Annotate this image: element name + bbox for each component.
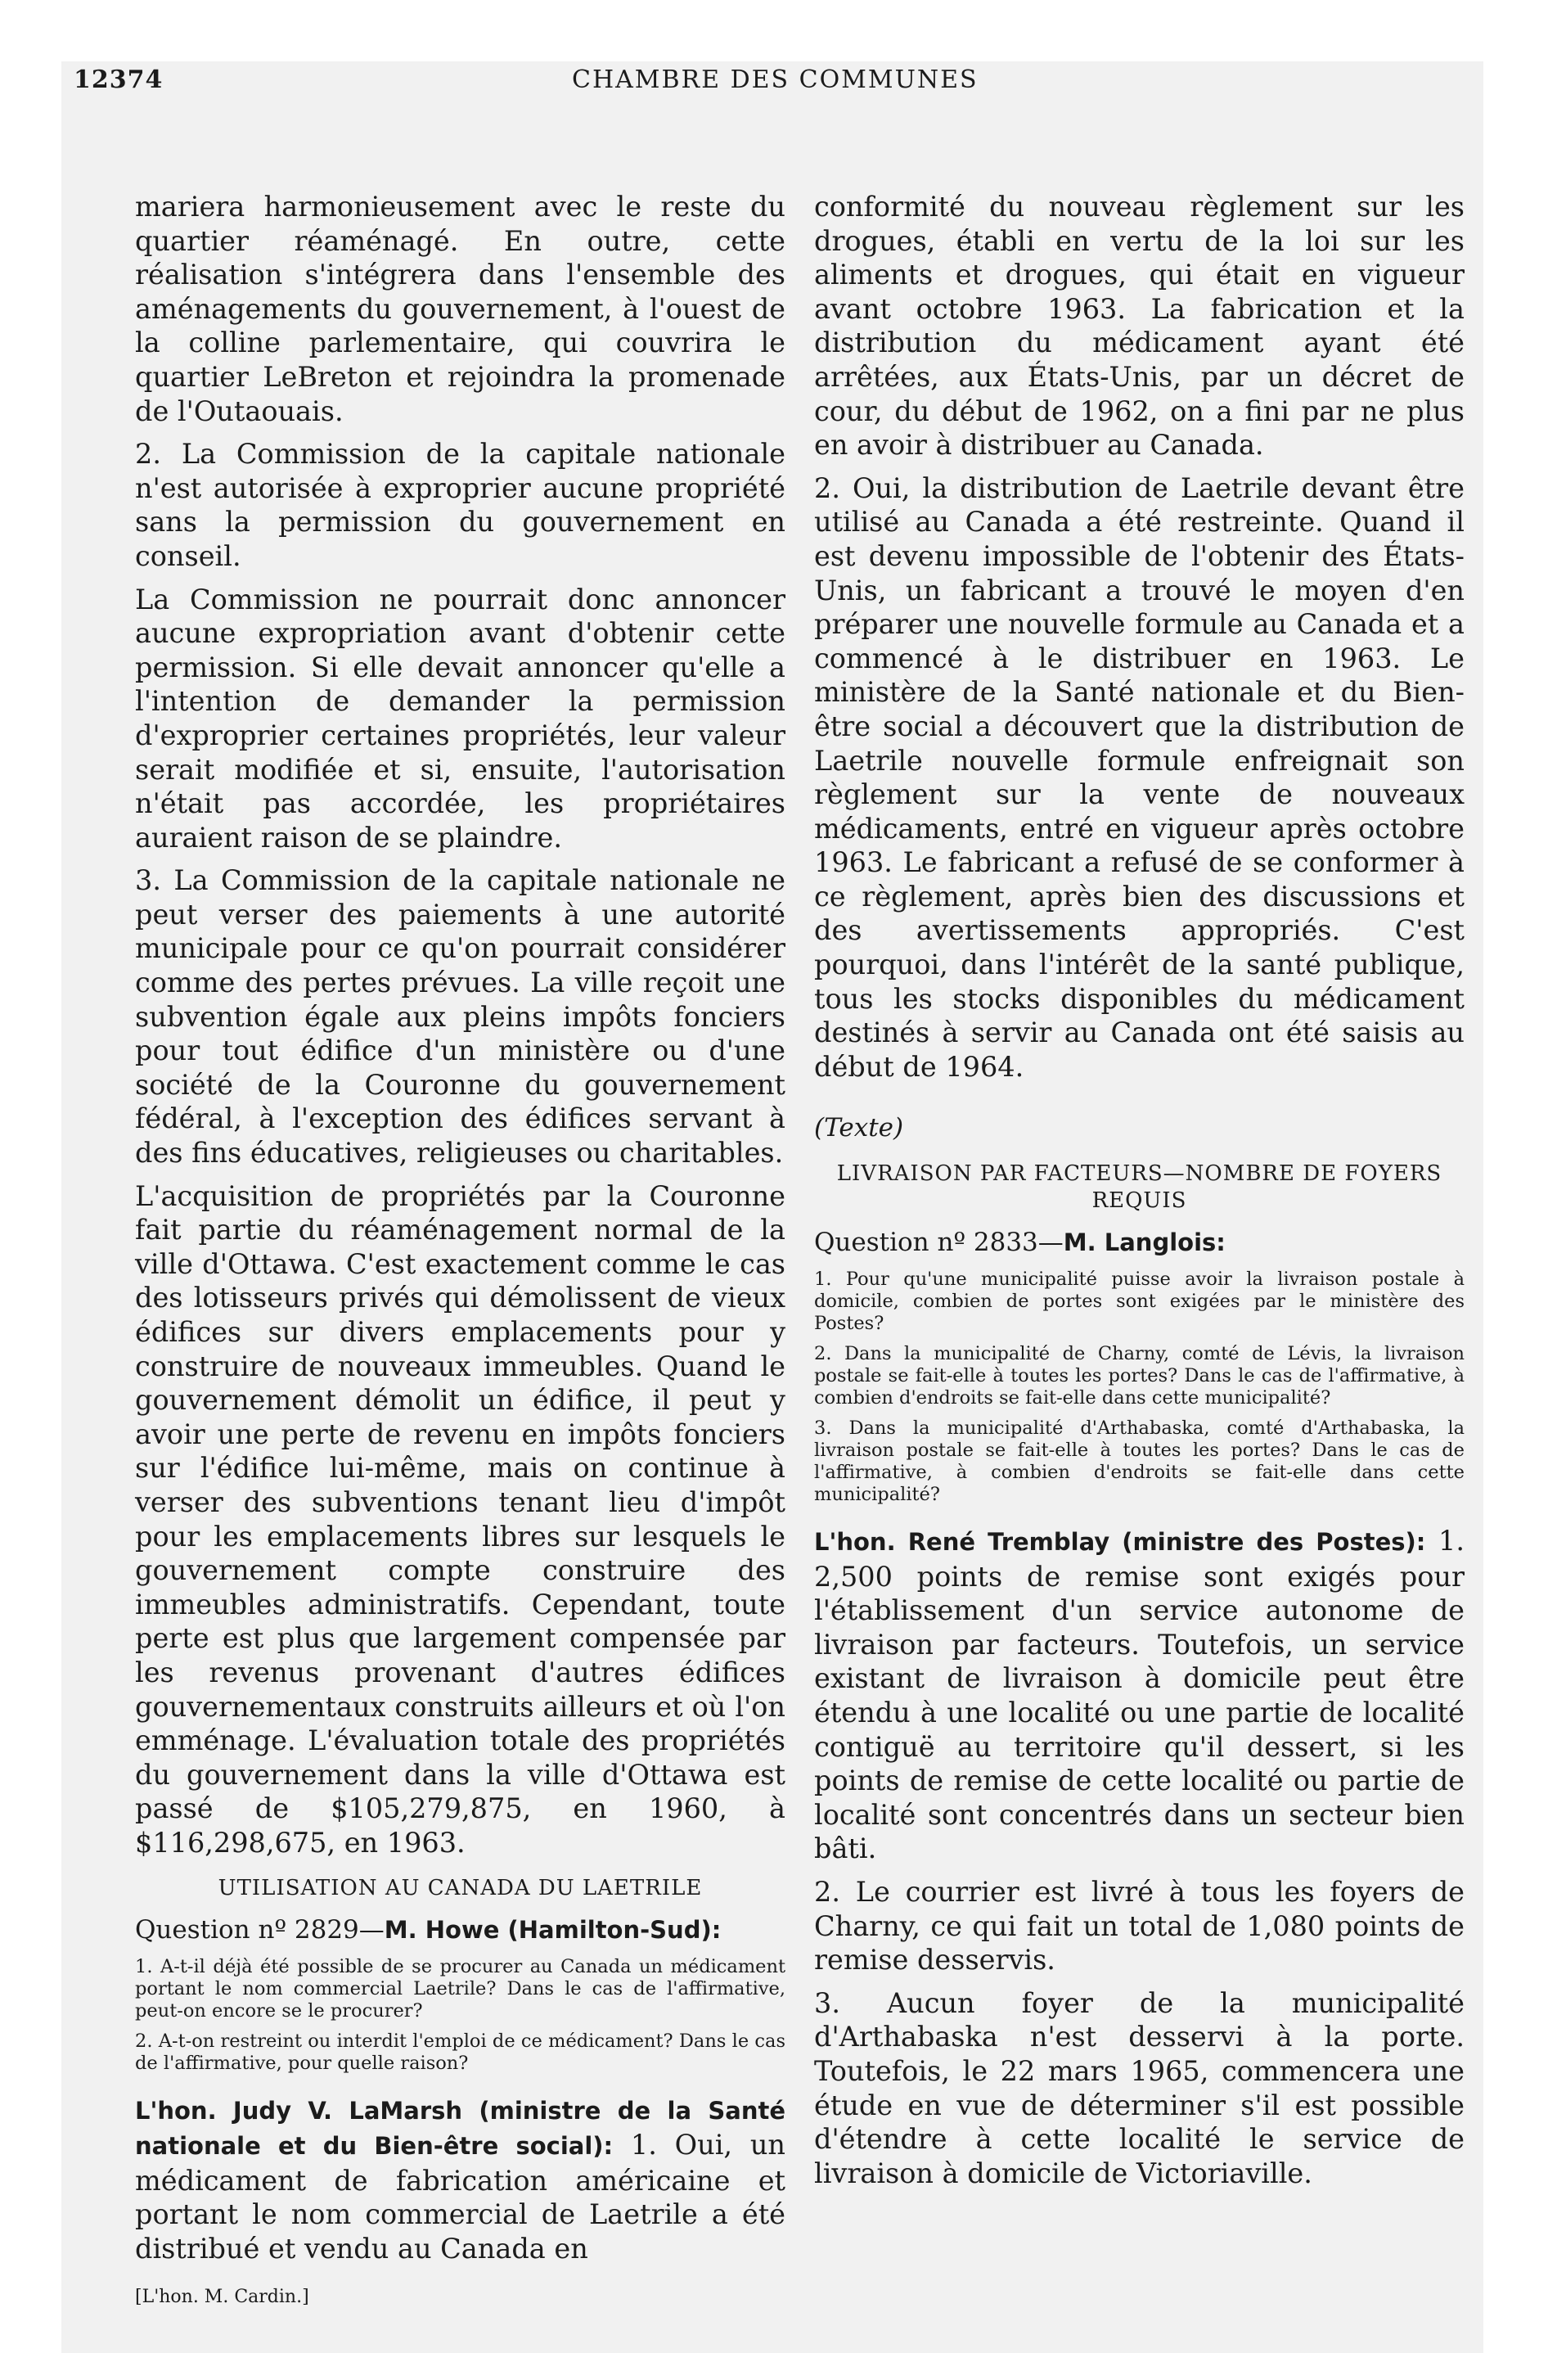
question-item: 2. Dans la municipalité de Charny, comté de Lévis, la livraison postale se fait-elle à toutes les portes? Dans le cas de l'affirmative, à combien d'endroits se fait-elle dans cette municipalité? [814,1343,1465,1409]
question-number: Question nº 2829— [135,1914,385,1945]
left-column [135,190,785,2315]
section-heading: UTILISATION AU CANADA DU LAETRILE [218,1875,703,1900]
answer-text: 1. 2,500 points de remise sont exigés pour l'établissement d'un service autonome de livraison par facteurs. Toutefois, un service existant de livraison à domicile peut être étendu à une localité ou une partie de localité contiguë au territoire qu'il dessert, si les points de remise de cette localité ou partie de localité sont concentrés dans un secteur bien bâti. [814,1525,1465,1865]
paragraph: La Commission ne pourrait donc annoncer aucune expropriation avant d'obtenir cette permission. Si elle devait annoncer qu'elle a l'intention de demander la permission d'exproprier certaines propriétés, leur valeur serait modifiée et si, ensuite, l'autorisation n'était pas accordée, les propriétaires auraient raison de se plaindre. [135,583,785,854]
question-item: 3. Dans la municipalité d'Arthabaska, comté d'Arthabaska, la livraison postale se fait-elle à toutes les portes? Dans le cas de l'affirmative, à combien d'endroits se fait-elle dans cette municipalité? [814,1418,1465,1506]
question-line [814,1226,1465,1259]
question-number: Question nº 2833— [814,1228,1064,1258]
question-item: 1. A-t-il déjà été possible de se procurer au Canada un médicament portant le nom commercial Laetrile? Dans le cas de l'affirmative, peut-on encore se le procurer? [135,1955,785,2022]
speaker-name: L'hon. René Tremblay (ministre des Postes): [814,1528,1426,1557]
question-member: M. Langlois: [1063,1228,1226,1257]
page-number: 12374 [74,65,164,94]
answer-paragraph [135,2093,785,2266]
answer-paragraph [814,1524,1465,1866]
question-line [135,1913,785,1946]
footer-note: [L'hon. M. Cardin.] [135,2287,309,2308]
question-item: 1. Pour qu'une municipalité puisse avoir la livraison postale à domicile, combien de portes sont exigées par le ministère des Postes? [814,1269,1465,1335]
paragraph: conformité du nouveau règlement sur les drogues, établi en vertu de la loi sur les aliments et drogues, qui était en vigueur avant octobre 1963. La fabrication et la distribution du médicament ayant été arrêtées, aux États-Unis, par un décret de cour, du début de 1962, on a fini par ne plus en avoir à distribuer au Canada. [814,191,1465,462]
answer-paragraph: 2. Le courrier est livré à tous les foyers de Charny, ce qui fait un total de 1,080 points de remise desservis. [814,1875,1465,1977]
paragraph: 2. Oui, la distribution de Laetrile devant être utilisé au Canada a été restreinte. Quand il est devenu impossible de l'obtenir des États-Unis, un fabricant a trouvé le moyen d'en préparer une nouvelle formule au Canada et a commencé à le distribuer en 1963. Le ministère de la Santé nationale et du Bien-être social a découvert que la distribution de Laetrile nouvelle formule enfreignait son règlement sur la vente de nouveaux médicaments, entré en vigueur après octobre 1963. Le fabricant a refusé de se conformer à ce règlement, après bien des discussions et des avertissements appropriés. C'est pourquoi, dans l'intérêt de la santé publique, tous les stocks disponibles du médicament destinés à servir au Canada ont été saisis au début de 1964. [814,471,1465,1083]
answer-paragraph: 3. Aucun foyer de la municipalité d'Arthabaska n'est desservi à la porte. Toutefois, le 22 mars 1965, commencera une étude en vue de déterminer s'il est possible d'étendre à cette localité le service de livraison à domicile de Victoriaville. [814,1986,1465,2189]
paragraph: L'acquisition de propriétés par la Couronne fait partie du réaménagement normal de la ville d'Ottawa. C'est exactement comme le cas des lotisseurs privés qui démolissent de vieux édifices sur divers emplacements pour y construire de nouveaux immeubles. Quand le gouvernement démolit un édifice, il peut y avoir une perte de revenu en impôts fonciers sur l'édifice lui-même, mais on continue à verser des subventions tenant lieu d'impôt pour les emplacements libres sur lesquels le gouvernement compte construire des immeubles administratifs. Cependant, toute perte est plus que largement compensée par les revenus provenant d'autres édifices gouvernementaux construits ailleurs et où l'on emménage. L'évaluation totale des propriétés du gouvernement dans la ville d'Ottawa est passé de $105,279,875, en 1960, à $116,298,675, en 1963. [135,1179,785,1859]
question-item: 2. A-t-on restreint ou interdit l'emploi de ce médicament? Dans le cas de l'affirmative, pour quelle raison? [135,2030,785,2074]
texte-label: (Texte) [814,1113,904,1143]
paragraph: 2. La Commission de la capitale nationale n'est autorisée à exproprier aucune propriété sans la permission du gouvernement en conseil. [135,438,785,572]
right-column [814,190,1465,2199]
paragraph: 3. La Commission de la capitale nationale ne peut verser des paiements à une autorité municipale pour ce qu'on pourrait considérer comme des pertes prévues. La ville reçoit une subvention égale aux pleins impôts fonciers pour tout édifice d'un ministère ou d'une société de la Couronne du gouvernement fédéral, à l'exception des édifices servant à des fins éducatives, religieuses ou charitables. [135,864,785,1170]
speaker-name: L'hon. Judy V. LaMarsh (ministre de la Santé nationale et du Bien-être social): [135,2096,785,2161]
answer-text: 1. Oui, un médicament de fabrication américaine et portant le nom commercial de Laetrile a été distribué et vendu au Canada en [135,2129,785,2265]
paragraph: mariera harmonieusement avec le reste du quartier réaménagé. En outre, cette réalisation s'intégrera dans l'ensemble des aménagements du gouvernement, à l'ouest de la colline parlementaire, qui couvrira le quartier LeBreton et rejoindra la promenade de l'Outaouais. [135,191,785,427]
section-heading: LIVRAISON PAR FACTEURS—NOMBRE DE FOYERS REQUIS [836,1161,1442,1214]
running-title: CHAMBRE DES COMMUNES [572,65,979,94]
question-member: M. Howe (Hamilton-Sud): [384,1915,722,1944]
page-header [74,65,1465,98]
